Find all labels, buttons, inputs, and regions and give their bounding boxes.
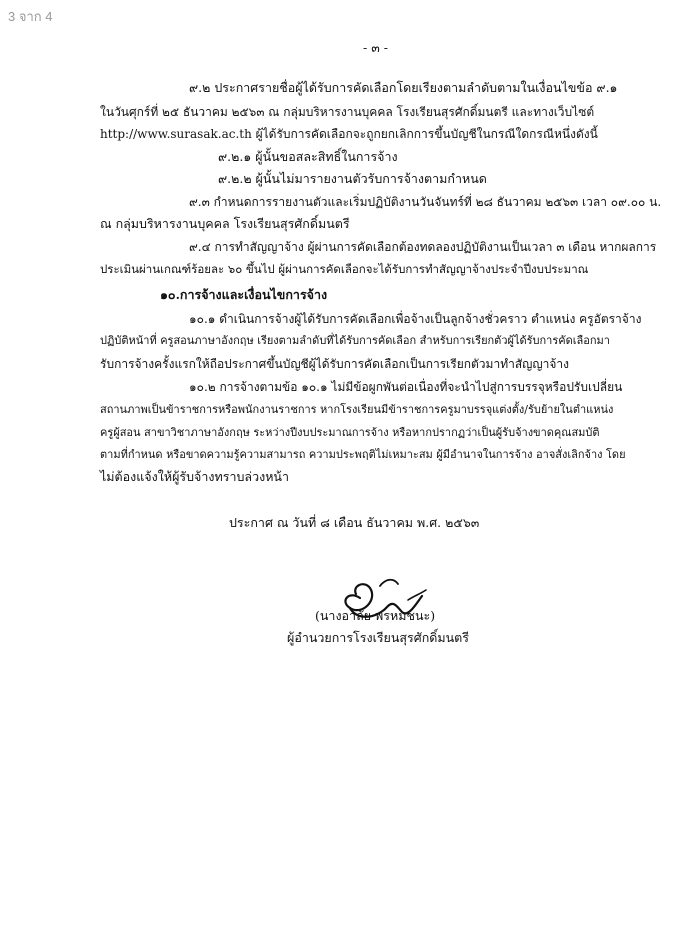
clause-10-2: ๑๐.๒ การจ้างตามข้อ ๑๐.๑ ไม่มีข้อผูกพันต่อเนื่องที่จะนำไปสู่การบรรจุหรือปรับเปลี่ยน <box>189 380 623 394</box>
clause-10-1: ๑๐.๑ ดำเนินการจ้างผู้ได้รับการคัดเลือกเพื่อจ้างเป็นลูกจ้างชั่วคราว ตำแหน่ง ครูอัตราจ้าง <box>189 312 642 326</box>
signer-name: (นางอาลัย พรหมชนะ) <box>315 608 436 623</box>
clause-9-2-2: ๙.๒.๒ ผู้นั้นไม่มารายงานตัวรับการจ้างตามกำหนด <box>218 171 487 186</box>
clause-9-4: ๙.๔ การทำสัญญาจ้าง ผู้ผ่านการคัดเลือกต้องทดลองปฏิบัติงานเป็นเวลา ๓ เดือน หากผลการ <box>189 240 657 254</box>
clause-9-2-1: ๙.๒.๑ ผู้นั้นขอสละสิทธิ์ในการจ้าง <box>218 149 398 164</box>
clause-9-3-line-2: ณ กลุ่มบริหารงานบุคคล โรงเรียนสุรศักดิ์มนตรี <box>100 216 350 231</box>
clause-10-2-line-3: ครูผู้สอน สาขาวิชาภาษาอังกฤษ ระหว่างปีงบประมาณการจ้าง หรือหากปรากฏว่าเป็นผู้รับจ้างขาดคุณสมบัติ <box>100 426 600 439</box>
page-indicator: 3 จาก 4 <box>8 9 53 24</box>
clause-9-2: ๙.๒ ประกาศรายชื่อผู้ได้รับการคัดเลือกโดยเรียงตามลำดับตามในเงื่อนไขข้อ ๙.๑ <box>189 80 618 95</box>
clause-10-2-line-2: สถานภาพเป็นข้าราชการหรือพนักงานราชการ หากโรงเรียนมีข้าราชการครูมาบรรจุแต่งตั้ง/รับย้ายในตำแหน่ง <box>100 403 614 416</box>
clause-9-3: ๙.๓ กำหนดการรายงานตัวและเริ่มปฏิบัติงานวันจันทร์ที่ ๒๘ ธันวาคม ๒๕๖๓ เวลา ๐๙.๐๐ น. <box>189 195 662 209</box>
clause-10-2-line-4: ตามที่กำหนด หรือขาดความรู้ความสามารถ ความประพฤติไม่เหมาะสม ผู้มีอำนาจในการจ้าง อาจสั่งเลิกจ้าง โดย <box>100 448 626 461</box>
clause-10-1-line-2: ปฏิบัติหน้าที่ ครูสอนภาษาอังกฤษ เรียงตามลำดับที่ได้รับการคัดเลือก สำหรับการเรียกตัวผู้ได้รับการคัดเลือกมา <box>100 334 610 347</box>
clause-10-1-line-3: รับการจ้างครั้งแรกให้ถือประกาศขึ้นบัญชีผู้ได้รับการคัดเลือกเป็นการเรียกตัวมาทำสัญญาจ้าง <box>100 357 569 371</box>
clause-10-2-line-5: ไม่ต้องแจ้งให้ผู้รับจ้างทราบล่วงหน้า <box>100 469 289 484</box>
page-number: - ๓ - <box>363 40 388 55</box>
section-10-heading: ๑๐.การจ้างและเงื่อนไขการจ้าง <box>160 287 328 302</box>
clause-9-2-line-2: ในวันศุกร์ที่ ๒๕ ธันวาคม ๒๕๖๓ ณ กลุ่มบริหารงานบุคคล โรงเรียนสุรศักดิ์มนตรี และทางเว็บไซต์ <box>100 105 595 119</box>
signer-position: ผู้อำนวยการโรงเรียนสุรศักดิ์มนตรี <box>287 630 470 645</box>
clause-9-4-line-2: ประเมินผ่านเกณฑ์ร้อยละ ๖๐ ขึ้นไป ผู้ผ่านการคัดเลือกจะได้รับการทำสัญญาจ้างประจำปีงบประมาณ <box>100 262 589 276</box>
clause-9-2-line-3: http://www.surasak.ac.th ผู้ได้รับการคัดเลือกจะถูกยกเลิกการขึ้นบัญชีในกรณีใดกรณีหนึ่งดังนี้ <box>100 127 598 141</box>
announcement-date: ประกาศ ณ วันที่ ๘ เดือน ธันวาคม พ.ศ. ๒๕๖๓ <box>229 515 480 530</box>
